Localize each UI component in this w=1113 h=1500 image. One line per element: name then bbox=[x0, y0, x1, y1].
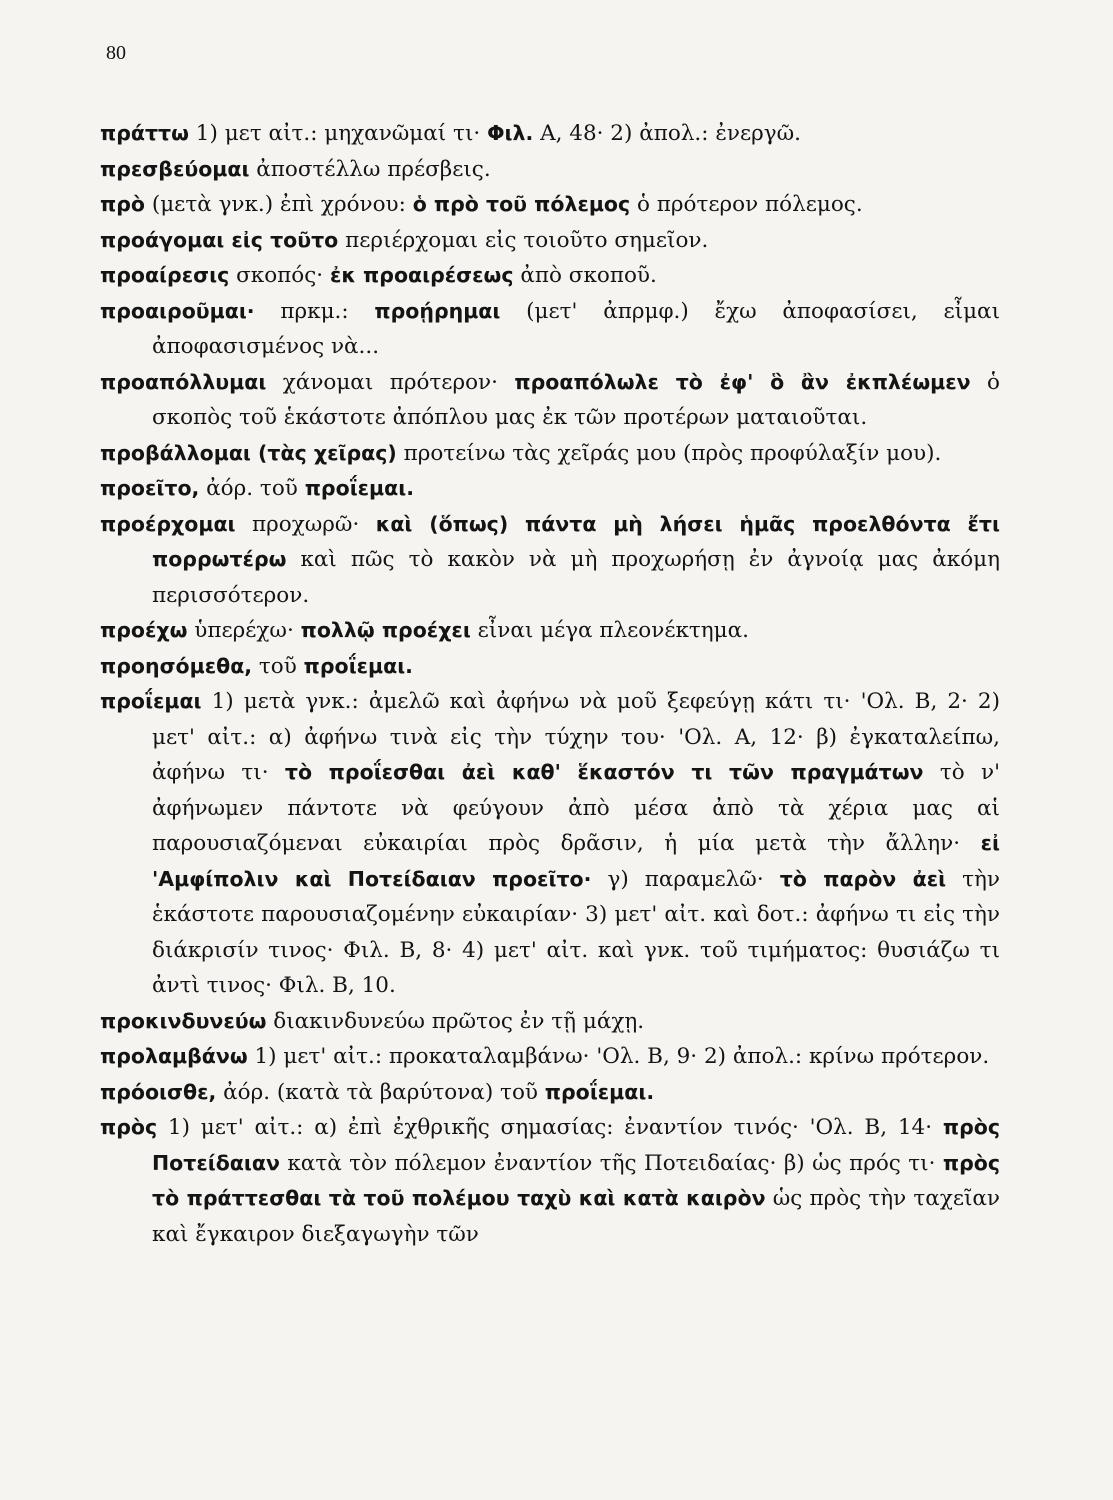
entry-text: σκοπός· bbox=[229, 263, 330, 288]
entry-bold-text: προάγομαι εἰς τοῦτο bbox=[100, 227, 339, 252]
entry-bold-text: καὶ (ὅπως) πάντα μὴ λήσει ἡμᾶς προελθόντα ἔτι πορρωτέρω bbox=[152, 511, 1000, 571]
entry-text: ὁ σκοπὸς τοῦ ἑκάστοτε ἀπόπλου μας ἐκ τῶν προτέρων ματαιοῦται. bbox=[152, 369, 1000, 430]
entry-bold-text: προαπόλλυμαι bbox=[100, 369, 267, 394]
entry-bold-text: πρὸς Ποτείδαιαν bbox=[152, 1115, 1000, 1175]
dictionary-entry bbox=[100, 1075, 1000, 1111]
entry-bold-text: Φιλ. bbox=[487, 121, 534, 145]
entry-bold-text: προέχω bbox=[100, 618, 188, 642]
dictionary-entry bbox=[100, 684, 1000, 1004]
entry-bold-text: προλαμβάνω bbox=[100, 1044, 248, 1068]
entry-text: 1) μετὰ γνκ.: ἀμελῶ καὶ ἀφήνω νὰ μοῦ ξεφεύγῃ κάτι τι· 'Ολ. Β, 2· 2) μετ' αἰτ.: α) ἀφήνω τινὰ εἰς τὴν τύχην του· 'Ολ. Α, 12· β) ἐγκαταλείπω, ἀφήνω τι· bbox=[152, 689, 1000, 785]
entry-text: 1) μετ' αἰτ.: α) ἐπὶ ἐχθρικῆς σημασίας: ἐναντίον τινός· 'Ολ. Β, 14· bbox=[157, 1115, 943, 1140]
entry-text: κατὰ τὸν πόλεμον ἐναντίον τῆς Ποτειδαίας· β) ὡς πρός τι· bbox=[279, 1150, 943, 1176]
dictionary-entry bbox=[100, 152, 1000, 188]
dictionary-entry bbox=[100, 507, 1000, 614]
entry-text: εἶναι μέγα πλεονέκτημα. bbox=[470, 618, 749, 643]
entry-bold-text: ἐκ προαιρέσεως bbox=[329, 263, 514, 287]
entry-bold-text: προβάλλομαι (τὰς χεῖρας) bbox=[100, 440, 397, 465]
entry-text: πρκμ.: bbox=[254, 298, 375, 324]
entry-bold-text: προέρχομαι bbox=[100, 511, 236, 536]
dictionary-entries bbox=[100, 116, 1000, 1252]
entry-text: περιέρχομαι εἰς τοιοῦτο σημεῖον. bbox=[338, 227, 709, 253]
dictionary-entry bbox=[100, 223, 1000, 259]
entry-text: (μετ' ἀπρμφ.) ἔχω ἀποφασίσει, εἶμαι ἀποφασισμένος νὰ... bbox=[152, 298, 1000, 359]
dictionary-entry bbox=[100, 613, 1000, 649]
dictionary-entry bbox=[100, 1004, 1000, 1040]
entry-text: ὑπερέχω· bbox=[187, 618, 301, 643]
entry-bold-text: εἰ 'Αμφίπολιν καὶ Ποτείδαιαν προεῖτο· bbox=[152, 831, 1000, 891]
entry-bold-text: πρόοισθε, bbox=[100, 1079, 217, 1104]
entry-text: γ) παραμελῶ· bbox=[591, 866, 780, 892]
dictionary-entry bbox=[100, 436, 1000, 472]
entry-bold-text: πρὸ bbox=[100, 192, 145, 216]
entry-bold-text: προησόμεθα, bbox=[100, 653, 253, 678]
entry-bold-text: πρὸς τὸ πράττεσθαι τὰ τοῦ πολέμου ταχὺ καὶ κατὰ καιρὸν bbox=[152, 1150, 1000, 1210]
entry-text: χάνομαι πρότερον· bbox=[266, 369, 515, 395]
entry-bold-text: προκινδυνεύω bbox=[100, 1008, 267, 1033]
entry-text: (μετὰ γνκ.) ἐπὶ χρόνου: bbox=[144, 192, 413, 217]
entry-bold-text: προΐεμαι. bbox=[303, 653, 413, 678]
entry-text: διακινδυνεύω πρῶτος ἐν τῇ μάχῃ. bbox=[266, 1008, 645, 1034]
entry-text: τοῦ bbox=[252, 653, 304, 679]
entry-text: ἀόρ. τοῦ bbox=[199, 476, 305, 501]
entry-text: προχωρῶ· bbox=[235, 511, 376, 537]
dictionary-entry bbox=[100, 187, 1000, 223]
entry-bold-text: προεῖτο, bbox=[100, 476, 200, 500]
entry-text: προτείνω τὰς χεῖράς μου (πρὸς προφύλαξίν μου). bbox=[396, 440, 942, 466]
entry-text: 1) μετ' αἰτ.: προκαταλαμβάνω· 'Ολ. Β, 9· 2) ἀπολ.: κρίνω πρότερον. bbox=[247, 1044, 990, 1069]
entry-bold-text: προΐεμαι. bbox=[544, 1079, 655, 1104]
dictionary-entry bbox=[100, 649, 1000, 685]
entry-bold-text: προῄρημαι bbox=[374, 298, 501, 323]
dictionary-entry bbox=[100, 258, 1000, 294]
dictionary-entry bbox=[100, 294, 1000, 365]
entry-bold-text: πράττω bbox=[100, 121, 189, 145]
dictionary-entry bbox=[100, 365, 1000, 436]
entry-text: ἀπὸ σκοποῦ. bbox=[513, 263, 657, 288]
entry-text: τὴν ἑκάστοτε παρουσιαζομένην εὐκαιρίαν· 3) μετ' αἰτ. καὶ δοτ.: ἀφήνω τι εἰς τὴν διάκρισίν τινος· Φιλ. Β, 8· 4) μετ' αἰτ. καὶ γνκ. τοῦ τιμήματος: θυσιάζω τι ἀντὶ τινος· Φιλ. Β, 10. bbox=[152, 866, 1000, 998]
entry-text: ἀόρ. (κατὰ τὰ βαρύτονα) τοῦ bbox=[216, 1079, 545, 1105]
entry-bold-text: προαίρεσις bbox=[100, 263, 230, 287]
entry-bold-text: ὁ πρὸ τοῦ πόλεμος bbox=[412, 192, 631, 216]
dictionary-entry bbox=[100, 116, 1000, 152]
dictionary-entry bbox=[100, 1110, 1000, 1252]
entry-bold-text: προαπόλωλε τὸ ἐφ' ὃ ἂν ἐκπλέωμεν bbox=[514, 369, 971, 394]
entry-text: ὁ πρότερον πόλεμος. bbox=[630, 192, 863, 217]
entry-text: ἀποστέλλω πρέσβεις. bbox=[249, 156, 491, 182]
entry-bold-text: προΐεμαι. bbox=[304, 476, 415, 500]
dictionary-entry bbox=[100, 471, 1000, 507]
entry-text: ὡς πρὸς τὴν ταχεῖαν καὶ ἔγκαιρον διεξαγωγὴν τῶν bbox=[152, 1186, 1000, 1247]
page-number: 80 bbox=[106, 42, 126, 64]
entry-bold-text: πρὸς bbox=[100, 1115, 158, 1139]
entry-bold-text: τὸ προΐεσθαι ἀεὶ καθ' ἕκαστόν τι τῶν πραγμάτων bbox=[284, 760, 924, 784]
entry-bold-text: τὸ παρὸν ἀεὶ bbox=[779, 866, 947, 891]
entry-bold-text: πρεσβεύομαι bbox=[100, 156, 250, 181]
entry-text: Α, 48· 2) ἀπολ.: ἐνεργῶ. bbox=[533, 121, 801, 146]
entry-bold-text: προΐεμαι bbox=[100, 689, 202, 713]
entry-bold-text: πολλῷ προέχει bbox=[300, 618, 471, 642]
entry-text: τὸ ν' ἀφήνωμεν πάντοτε νὰ φεύγουν ἀπὸ μέσα ἀπὸ τὰ χέρια μας αἱ παρουσιαζόμεναι εὐκαιρίαι πρὸς δρᾶσιν, ἡ μία μετὰ τὴν ἄλλην· bbox=[152, 760, 1000, 856]
entry-text: καὶ πῶς τὸ κακὸν νὰ μὴ προχωρήσῃ ἐν ἀγνοίᾳ μας ἀκόμη περισσότερον. bbox=[152, 547, 1000, 608]
entry-text: 1) μετ αἰτ.: μηχανῶμαί τι· bbox=[188, 121, 488, 146]
dictionary-entry bbox=[100, 1039, 1000, 1075]
entry-bold-text: προαιροῦμαι· bbox=[100, 298, 255, 323]
